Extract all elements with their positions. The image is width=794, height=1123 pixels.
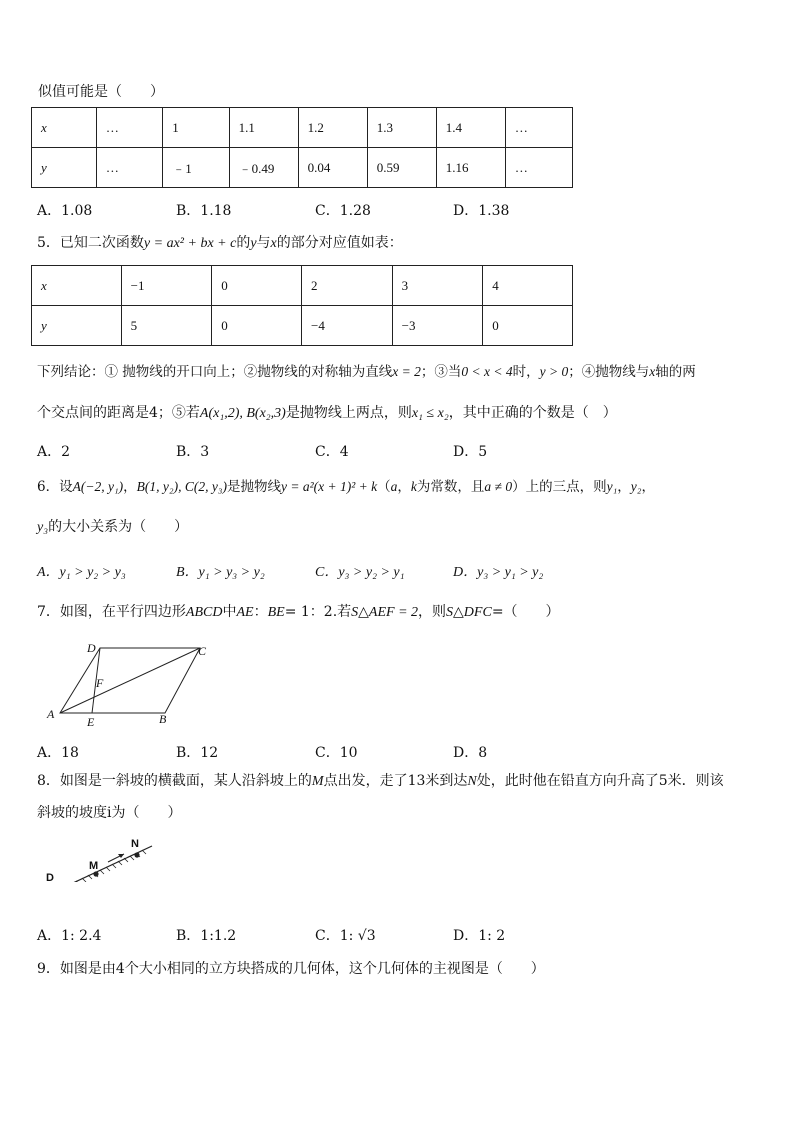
diagonal-ac <box>60 648 200 713</box>
table-cell: 0.59 <box>367 148 436 188</box>
table-cell: 1.4 <box>436 108 505 148</box>
table-cell: −1 <box>121 266 212 306</box>
q5-conclusions-line2: 个交点间的距离是4；⑤若A(x₁,2), B(x₂,3)是抛物线上两点，则x₁ ≤ x₂，其中正确的个数是（ ） <box>37 405 617 421</box>
q6-option-a[interactable]: A．y₁ > y₂ > y₃ <box>37 565 126 580</box>
point-n <box>134 852 139 857</box>
table-cell: 2 <box>301 266 392 306</box>
table-cell: 0 <box>483 306 573 346</box>
q9-stem: 9．如图是由4个大小相同的立方块搭成的几何体，这个几何体的主视图是（ ） <box>37 961 545 977</box>
q6-option-b[interactable]: B．y₁ > y₃ > y₂ <box>176 565 265 580</box>
q5-stem: 5．已知二次函数y = ax² + bx + c的y与x的部分对应值如表： <box>37 235 403 251</box>
label-a: A <box>47 707 55 721</box>
label-b: B <box>159 712 167 726</box>
q5-option-b[interactable]: B．3 <box>176 444 210 460</box>
q5-option-a[interactable]: A．2 <box>37 444 71 460</box>
table-cell: 0 <box>212 306 302 346</box>
q6-stem-line2: y₃的大小关系为（ ） <box>37 519 189 535</box>
table-cell: y <box>32 306 122 346</box>
q7-option-a[interactable]: A．18 <box>37 745 79 761</box>
point-m <box>93 871 98 876</box>
table-cell: 5 <box>121 306 212 346</box>
q4-option-c[interactable]: C．1.28 <box>315 203 371 219</box>
table-cell: 1 <box>163 108 229 148</box>
q5-value-table <box>31 265 573 346</box>
q8-stem-line2: 斜坡的坡度i为（ ） <box>37 805 182 821</box>
table-cell: −4 <box>301 306 392 346</box>
label-m: M <box>89 860 99 872</box>
table-cell: ﹣1 <box>163 148 229 188</box>
label-d: D <box>87 641 96 655</box>
q5-option-c[interactable]: C．4 <box>315 444 349 460</box>
table-cell: 1.3 <box>367 108 436 148</box>
q7-option-c[interactable]: C．10 <box>315 745 358 761</box>
q6-option-c[interactable]: C．y₃ > y₂ > y₁ <box>315 565 405 580</box>
label-f: F <box>96 676 104 690</box>
q7-option-d[interactable]: D．8 <box>453 745 488 761</box>
q4-row <box>32 108 573 148</box>
q6-stem-line1: 6．设A(−2, y₁)，B(1, y₂), C(2, y₃)是抛物线y = a²(x + 1)² + k（a，k为常数，且a ≠ 0）上的三点，则y₁，y₂， <box>37 479 655 495</box>
q8-option-d[interactable]: D．1: 2 <box>453 928 506 944</box>
table-cell: 1.2 <box>298 108 367 148</box>
label-d-slope: D <box>46 872 54 882</box>
table-cell: … <box>96 108 162 148</box>
label-e: E <box>87 715 95 729</box>
q8-option-c[interactable]: C．1: √3 <box>315 928 376 944</box>
q5-conclusions-line1: 下列结论：① 抛物线的开口向上；②抛物线的对称轴为直线x = 2；③当0 < x < 4时，y > 0；④抛物线与x轴的两 <box>37 364 696 380</box>
label-n: N <box>131 838 139 850</box>
q7-option-b[interactable]: B．12 <box>176 745 219 761</box>
q4-option-a[interactable]: A．1.08 <box>37 203 93 219</box>
table-cell: … <box>96 148 162 188</box>
table-cell: … <box>505 108 572 148</box>
q5-row <box>32 266 573 306</box>
q7-stem: 7．如图，在平行四边形ABCD中AE：BE= 1：2.若S△AEF = 2，则S△DFC=（ ） <box>37 604 560 620</box>
q4-value-table <box>31 107 573 188</box>
table-cell: 1.1 <box>229 108 298 148</box>
slope-line <box>58 846 152 882</box>
table-cell: 4 <box>483 266 573 306</box>
q4-stem-tail: 似值可能是（ ） <box>38 84 164 100</box>
q6-option-d[interactable]: D．y₃ > y₁ > y₂ <box>453 565 544 580</box>
table-cell: 0.04 <box>298 148 367 188</box>
table-cell: 3 <box>392 266 483 306</box>
q7-parallelogram-figure <box>40 640 230 730</box>
q8-stem-line1: 8．如图是一斜坡的横截面，某人沿斜坡上的M点出发，走了13米到达N处，此时他在铅直方向升高了5米．则该 <box>37 773 724 789</box>
table-cell: ﹣0.49 <box>229 148 298 188</box>
q8-option-b[interactable]: B．1:1.2 <box>176 928 237 944</box>
table-cell: 0 <box>212 266 302 306</box>
q4-option-d[interactable]: D．1.38 <box>453 203 510 219</box>
table-cell: x <box>32 108 97 148</box>
q5-row <box>32 306 573 346</box>
q8-option-a[interactable]: A．1: 2.4 <box>37 928 102 944</box>
q4-option-b[interactable]: B．1.18 <box>176 203 232 219</box>
label-c: C <box>198 644 207 658</box>
table-cell: −3 <box>392 306 483 346</box>
table-cell: 1.16 <box>436 148 505 188</box>
table-cell: y <box>32 148 97 188</box>
q4-row <box>32 148 573 188</box>
table-cell: … <box>505 148 572 188</box>
q5-option-d[interactable]: D．5 <box>453 444 488 460</box>
table-cell: x <box>32 266 122 306</box>
q8-slope-figure <box>40 836 170 882</box>
